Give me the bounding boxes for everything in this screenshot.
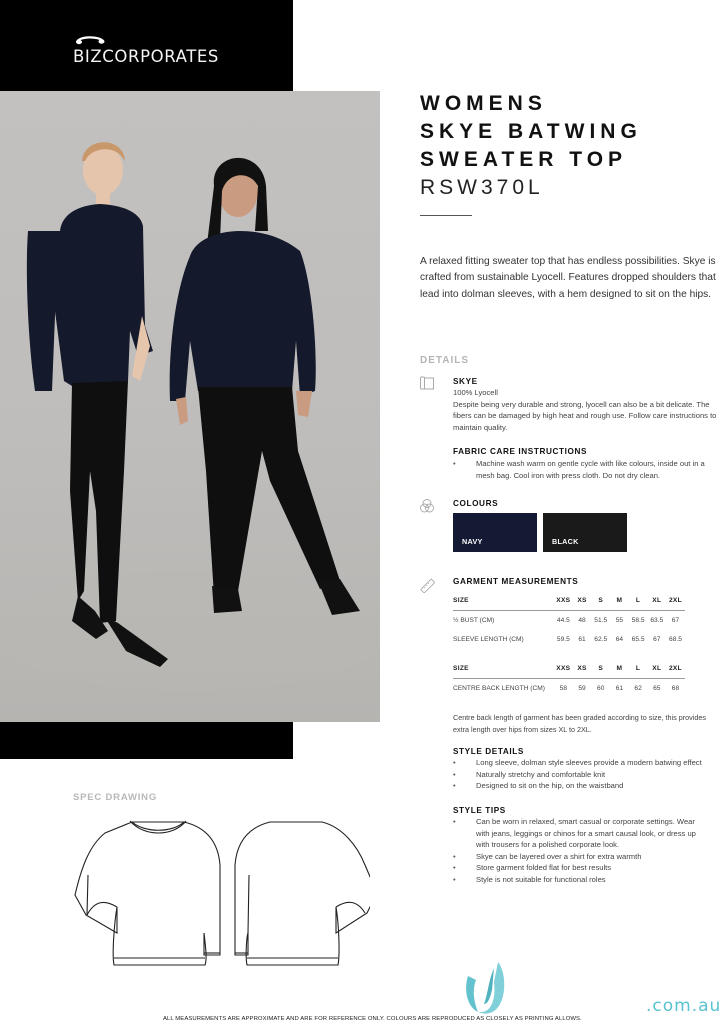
- footer-disclaimer: ALL MEASUREMENTS ARE APPROXIMATE AND ARE FOR REFERENCE ONLY. COLOURS ARE REPRODUCED AS CLOSELY AS PRINTING ALLOWS.: [163, 1016, 582, 1022]
- list-item: • Machine wash warm on gentle cycle with like colours, inside out in a mesh bag. Cool iron with press cloth. Do not dry clean.: [453, 458, 723, 481]
- list-item: • Designed to sit on the hip, on the waistband: [453, 780, 723, 792]
- back-view: [235, 822, 370, 965]
- measurements-table: [453, 592, 685, 648]
- watermark-logo-icon: [462, 958, 512, 1016]
- model-right: [170, 158, 360, 615]
- product-title: [420, 90, 642, 202]
- details-heading: DETAILS: [420, 355, 470, 366]
- swatch-black[interactable]: [543, 513, 627, 552]
- spec-drawing-heading: SPEC DRAWING: [73, 792, 158, 803]
- centre-back-table: [453, 660, 685, 698]
- fabric-section: [453, 376, 723, 433]
- watermark-domain: .com.au: [646, 996, 722, 1016]
- table-row: CENTRE BACK LENGTH (CM) 58 59 60 61 62 65 68: [453, 684, 680, 692]
- list-item: • Can be worn in relaxed, smart casual or corporate settings. Wear with jeans, leggings or chinos for a smart causal look, or dress up with trousers for a polished corporate look.: [453, 816, 703, 851]
- care-heading: FABRIC CARE INSTRUCTIONS: [453, 447, 588, 456]
- list-item: • Store garment folded flat for best results: [453, 862, 703, 874]
- product-description: A relaxed fitting sweater top that has endless possibilities. Skye is crafted from sustainable Lyocell. Features dropped shoulders that lead into dolman sleeves, with a hem designed to sit on the hips.: [420, 256, 716, 300]
- swatch-label: BLACK: [552, 537, 579, 546]
- style-tips-heading: STYLE TIPS: [453, 806, 506, 815]
- style-tips-list: [453, 816, 703, 886]
- style-details-list: [453, 757, 723, 792]
- colour-circles-icon: [419, 498, 435, 514]
- title-line: SKYE BATWING: [420, 120, 642, 143]
- models-illustration: [0, 91, 380, 722]
- list-item: • Long sleeve, dolman style sleeves provide a modern batwing effect: [453, 757, 723, 769]
- table-header-row: SIZE XXS XS S M L XL 2XL: [453, 660, 685, 678]
- measurements-heading: GARMENT MEASUREMENTS: [453, 577, 579, 586]
- fabric-swatch-icon: [419, 375, 435, 391]
- table-header-row: SIZE XXS XS S M L XL 2XL: [453, 592, 685, 610]
- swatch-label: NAVY: [462, 537, 483, 546]
- care-list: [453, 458, 723, 481]
- list-item: • Style is not suitable for functional roles: [453, 874, 703, 886]
- footer-black-block: [0, 722, 293, 759]
- title-line: WOMENS: [420, 92, 547, 115]
- brand-header-block: [0, 0, 293, 92]
- swatch-navy[interactable]: [453, 513, 537, 552]
- product-photo: [0, 91, 380, 722]
- title-divider: [420, 215, 472, 216]
- title-line: SWEATER TOP: [420, 148, 628, 171]
- style-tips-section: [453, 805, 723, 886]
- colours-section: [453, 498, 723, 552]
- colour-swatches: [453, 513, 723, 552]
- table-row: ½ BUST (CM) 44.5 48 51.5 55 58.5 63.5 67: [453, 616, 680, 624]
- style-details-heading: STYLE DETAILS: [453, 747, 524, 756]
- style-details-section: [453, 746, 723, 792]
- list-item: • Skye can be layered over a shirt for extra warmth: [453, 851, 703, 863]
- colours-heading: COLOURS: [453, 499, 499, 508]
- fabric-note: Despite being very durable and strong, lyocell can also be a bit delicate. The fibers can be damaged by high heat and rough use. Follow care instructions to maintain quality.: [453, 399, 717, 432]
- table-row: SLEEVE LENGTH (CM) 59.5 61 62.5 64 65.5 67 68.5: [453, 635, 682, 643]
- biz-swoosh-icon: [75, 35, 105, 45]
- list-item: • Naturally stretchy and comfortable knit: [453, 769, 723, 781]
- front-view: [75, 821, 220, 965]
- ruler-icon: [419, 578, 435, 594]
- product-code: RSW370L: [420, 176, 544, 199]
- measurements-note: Centre back length of garment has been graded according to size, this provides extra length over hips from sizes XL to 2XL.: [453, 713, 706, 734]
- brand-name: BIZCORPORATES: [73, 47, 219, 66]
- spec-drawing: [60, 815, 370, 975]
- fabric-composition: 100% Lyocell: [453, 388, 498, 397]
- care-section: [453, 446, 723, 481]
- fabric-heading: SKYE: [453, 377, 478, 386]
- measurements-section: [453, 576, 723, 735]
